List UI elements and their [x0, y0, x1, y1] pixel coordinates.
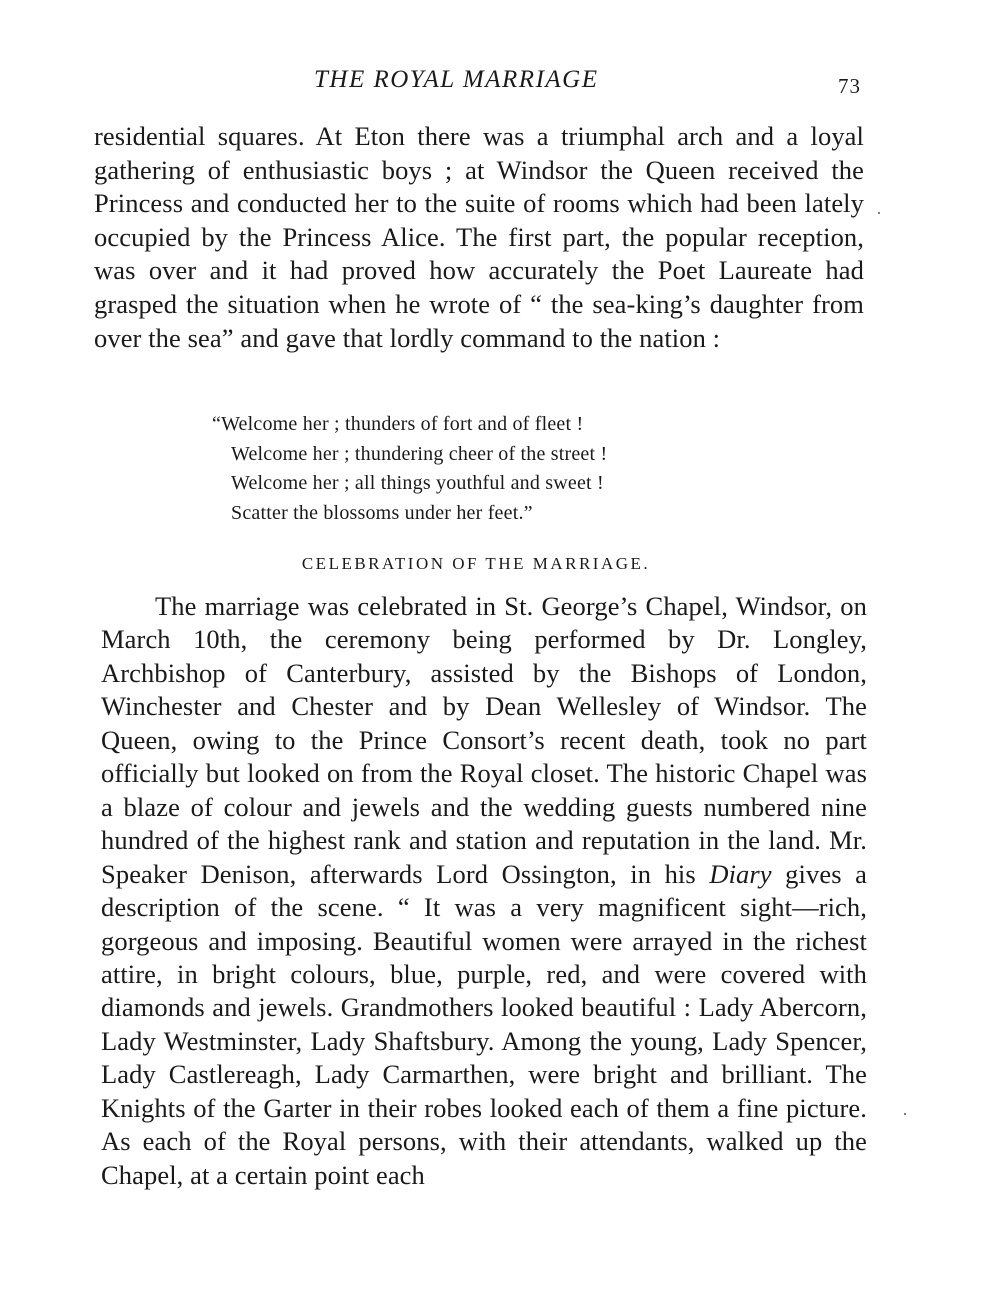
verse-line: Welcome her ; all things youthful and sweet ! [231, 472, 604, 494]
verse-line: Scatter the blossoms under her feet.” [231, 501, 533, 524]
paragraph-reception: residential squares. At Eton there was a triumphal arch and a loyal gathering of enthusiastic boys ; at Windsor the Queen received the Princess and conducted her to the suite of rooms which had been lately occupied by the Princess Alice. The first part, the popular reception, was over and it had proved how accurately the Poet Laureate had grasped the situation when he wrote of “ the sea-king’s daughter from over the sea” and gave that lordly command to the nation : [94, 121, 864, 353]
page-number: 73 [838, 74, 861, 98]
paragraph-text-start: The marriage was celebrated in St. George’s Chapel, Windsor, on March 10th, the ceremony being performed by Dr. Longley, Archbishop of Canterbury, assisted by the Bishops of London, Winchester and Chester and by Dean Wellesley of Windsor. The Queen, owing to the Prince Consort’s recent death, took no part officially but looked on from the Royal closet. The historic Chapel was a blaze of colour and jewels and the wedding guests numbered nine hundred of the highest rank and station and reputation in the land. Mr. Speaker Denison, afterwards Lord Ossington, in his [101, 591, 867, 889]
print-speck [878, 212, 880, 214]
running-title: THE ROYAL MARRIAGE [314, 66, 599, 93]
verse-quotation [212, 410, 607, 528]
section-heading [0, 554, 1000, 574]
paragraph-text-end: gives a description of the scene. “ It was a very magnificent sight—rich, gorgeous and imposing. Beautiful women were arrayed in the richest attire, in bright colours, blue, purple, red, and were covered with diamonds and jewels. Grandmothers looked beautiful : Lady Abercorn, Lady Westminster, Lady Shaftsbury. Among the young, Lady Spencer, Lady Castlereagh, Lady Carmarthen, were bright and brilliant. The Knights of the Garter in their robes looked each of them a fine picture. As each of the Royal persons, with their attendants, walked up the Chapel, at a certain point each [101, 858, 867, 1190]
verse-line: Welcome her ; thundering cheer of the street ! [231, 442, 608, 465]
italic-title-diary: Diary [709, 858, 772, 889]
paragraph-celebration [101, 590, 867, 1192]
running-head [0, 66, 1000, 100]
print-speck [904, 1113, 906, 1115]
verse-line: “Welcome her ; thunders of fort and of fleet ! [212, 413, 584, 435]
section-heading-text: CELEBRATION OF THE MARRIAGE. [301, 554, 651, 573]
